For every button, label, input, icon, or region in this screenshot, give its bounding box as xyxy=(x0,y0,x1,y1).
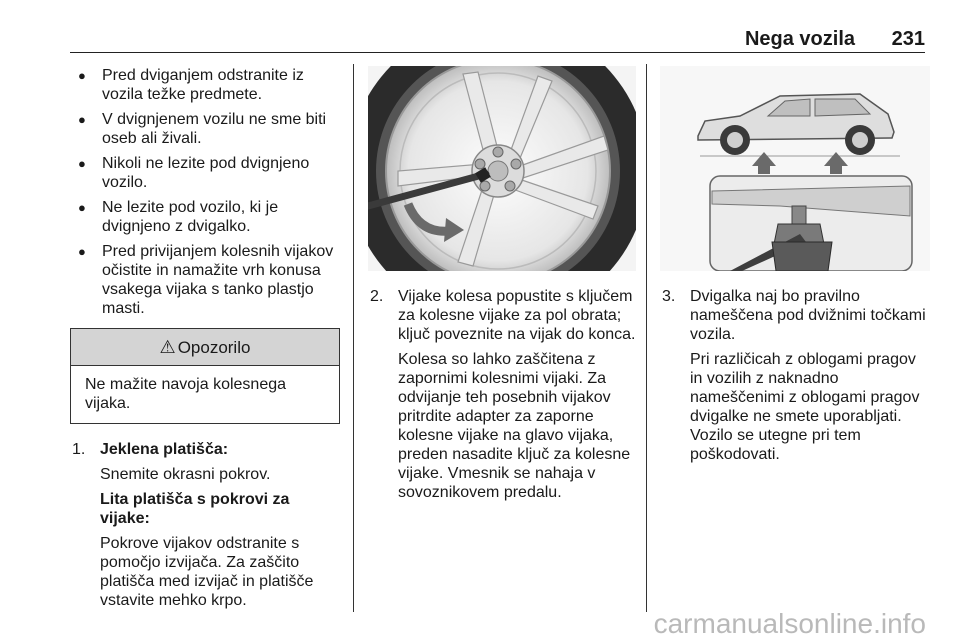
step-subheading: Lita platišča s pokrovi za vijake: xyxy=(100,491,290,527)
column-left xyxy=(70,66,342,616)
list-item: ● Pred privijanjem kolesnih vijakov očistite in namažite vrh konusa vsakega vijaka s tanko plastjo masti. xyxy=(70,242,342,318)
list-item: ● Ne lezite pod vozilo, ki je dvignjeno z dvigalko. xyxy=(70,198,342,236)
watermark: carmanualsonline.info xyxy=(653,608,926,639)
step-number: 1. xyxy=(72,441,86,458)
car-jack-illustration xyxy=(660,66,930,271)
list-item: ● V dvignjenem vozilu ne sme biti oseb ali živali. xyxy=(70,110,342,148)
step-text: Kolesa so lahko zaščitena z zapornimi kolesnimi vijaki. Za odvijanje teh posebnih vijakov pritrdite adapter za zaporne kolesne vijake na glavo vijaka, preden nasadite ključ za kolesne vijake. Vmesnik se nahaja v sovoznikovem predalu. xyxy=(398,351,631,501)
warning-text: Ne mažite navoja kolesnega vijaka. xyxy=(85,376,287,412)
step-text: Dvigalka naj bo pravilno nameščena pod dvižnimi točkami vozila. xyxy=(690,288,926,343)
warning-box xyxy=(70,328,340,424)
steps-list xyxy=(368,287,636,502)
warning-triangle-icon: ⚠ xyxy=(159,336,176,357)
step-1 xyxy=(70,440,342,610)
list-item: ● Pred dviganjem odstranite iz vozila težke predmete. xyxy=(70,66,342,104)
step-text: Pri različicah z oblogami pragov in vozilih z naknadno nameščenimi z oblogami pragov dvigalke ne smete uporabljati. Vozilo se utegne pri tem poškodovati. xyxy=(690,351,920,463)
step-3 xyxy=(660,287,930,464)
column-divider xyxy=(646,64,647,612)
steps-list xyxy=(660,287,930,464)
page-number: 231 xyxy=(891,28,925,50)
step-text: Pokrove vijakov odstranite s pomočjo izvijača. Za zaščito platišča med izvijač in platišče vstavite mehko krpo. xyxy=(100,535,314,609)
column-right xyxy=(660,66,930,470)
safety-bullet-list xyxy=(70,66,342,318)
page-header xyxy=(70,30,925,53)
step-2 xyxy=(368,287,636,502)
warning-title: Opozorilo xyxy=(177,337,251,357)
wheel-wrench-illustration xyxy=(368,66,636,271)
steps-list xyxy=(70,440,342,610)
step-heading: Jeklena platišča: xyxy=(100,441,229,458)
warning-header xyxy=(71,329,339,366)
column-divider xyxy=(353,64,354,612)
list-item: ● Nikoli ne lezite pod dvignjeno vozilo. xyxy=(70,154,342,192)
column-middle xyxy=(368,66,636,508)
step-number: 3. xyxy=(662,288,676,305)
section-title: Nega vozila xyxy=(744,28,855,50)
step-number: 2. xyxy=(370,288,384,305)
step-text: Vijake kolesa popustite s ključem za kolesne vijake za pol obrata; ključ poveznite na vijak do konca. xyxy=(398,288,636,343)
step-text: Snemite okrasni pokrov. xyxy=(100,466,271,483)
